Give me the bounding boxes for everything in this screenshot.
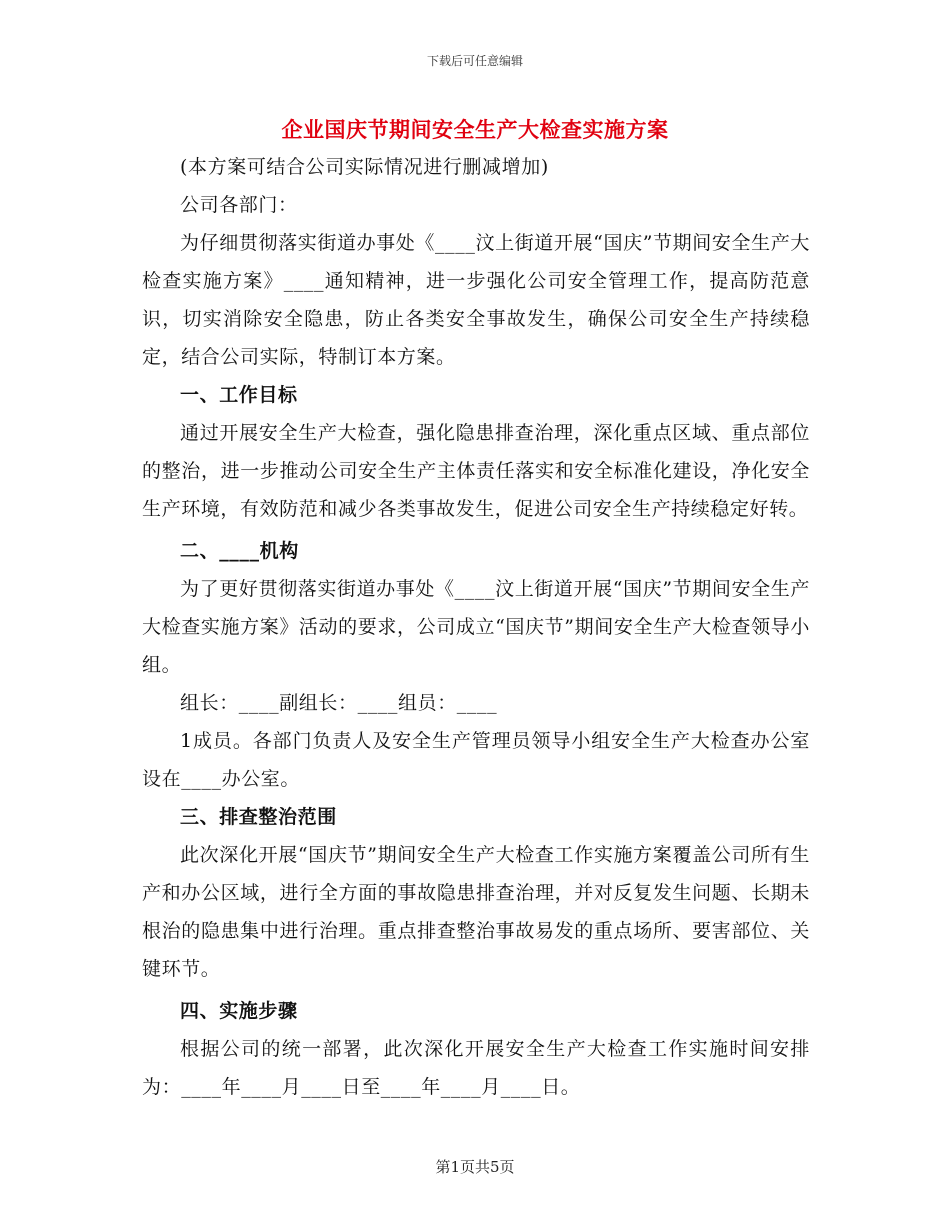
- section-heading-goals: 一、工作目标: [180, 384, 298, 406]
- note-paragraph: (本方案可结合公司实际情况进行删减增加): [180, 156, 549, 178]
- salutation: 公司各部门：: [180, 194, 298, 216]
- header-note: 下载后可任意编辑: [426, 54, 523, 68]
- section-heading-steps: 四、实施步骤: [180, 1000, 298, 1022]
- organization-paragraph: 为了更好贯彻落实街道办事处《____汶上街道开展“国庆”节期间安全生产大检查实施方案》活动的要求，公司成立“国庆节”期间安全生产大检查领导小组。: [142, 578, 810, 676]
- scope-paragraph: 此次深化开展“国庆节”期间安全生产大检查工作实施方案覆盖公司所有生产和办公区域，进行全方面的事故隐患排查治理，并对反复发生问题、长期未根治的隐患集中进行治理。重点排查整治事故易发的重点场所、要害部位、关键环节。: [142, 844, 810, 980]
- page-footer: 第1页共5页: [435, 1158, 515, 1176]
- document-title: 企业国庆节期间安全生产大检查实施方案: [281, 117, 669, 142]
- document-body: [142, 148, 810, 1106]
- members-line: 组长：____副组长：____组员：____: [180, 692, 498, 714]
- steps-paragraph: 根据公司的统一部署，此次深化开展安全生产大检查工作实施时间安排为：____年____月____日至____年____月____日。: [142, 1038, 810, 1098]
- section-heading-scope: 三、排查整治范围: [180, 806, 337, 828]
- intro-paragraph: 为仔细贯彻落实街道办事处《____汶上街道开展“国庆”节期间安全生产大检查实施方案》____通知精神，进一步强化公司安全管理工作，提高防范意识，切实消除安全隐患，防止各类安全事故发生，确保公司安全生产持续稳定，结合公司实际，特制订本方案。: [142, 232, 810, 368]
- section-heading-organization: 二、____机构: [180, 540, 299, 562]
- goals-paragraph: 通过开展安全生产大检查，强化隐患排查治理，深化重点区域、重点部位的整治，进一步推动公司安全生产主体责任落实和安全标准化建设，净化安全生产环境，有效防范和减少各类事故发生，促进公司安全生产持续稳定好转。: [142, 422, 810, 520]
- office-paragraph: 1成员。各部门负责人及安全生产管理员领导小组安全生产大检查办公室设在____办公室。: [142, 730, 810, 790]
